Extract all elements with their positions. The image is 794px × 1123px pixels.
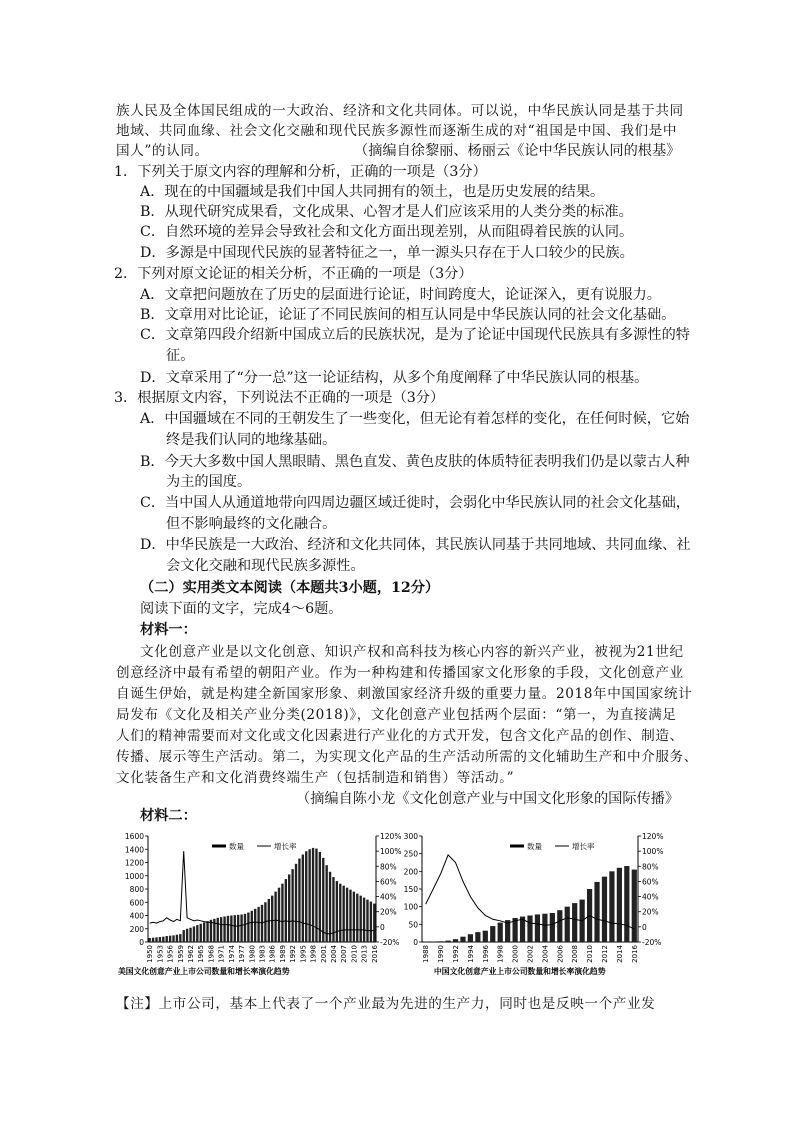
bar-1988: [278, 888, 280, 942]
q1-option-d: D．多源是中国现代民族的显著特征之一，单一源头只存在于人口较少的民族。: [140, 245, 634, 261]
x-tick-label: 1950: [146, 945, 155, 963]
bar-2014: [366, 900, 368, 942]
x-tick-label: 1977: [238, 945, 247, 963]
legend-bar-label: 数量: [229, 842, 244, 851]
bar-2003: [535, 914, 540, 942]
chart-china-listed-companies: [403, 828, 685, 978]
bar-1975: [234, 915, 236, 942]
y2-tick-label: 80%: [642, 862, 659, 872]
bar-1971: [220, 917, 222, 942]
bar-1978: [244, 914, 246, 942]
bar-2008: [572, 903, 577, 942]
x-tick-label: 1965: [197, 945, 206, 963]
bar-1973: [227, 916, 229, 942]
q3-option-a-cont: 终是我们认同的地缘基础。: [166, 432, 337, 448]
bar-1992: [291, 869, 293, 942]
x-tick-label: 2002: [526, 945, 535, 963]
q2-option-b: B．文章用对比论证，论证了不同民族间的相互认同是中华民族认同的社会文化基础。: [140, 307, 676, 323]
bar-1951: [152, 938, 154, 942]
x-tick-label: 2004: [541, 945, 550, 963]
x-tick-label: 2006: [556, 945, 565, 963]
bar-1988: [423, 942, 428, 943]
y2-tick-label: 60%: [380, 877, 397, 887]
bar-1987: [274, 892, 276, 942]
bar-1982: [257, 907, 259, 942]
bar-1968: [210, 920, 212, 942]
y2-tick-label: 120%: [642, 832, 664, 841]
x-tick-label: 1983: [258, 945, 267, 963]
x-tick-label: 1974: [227, 945, 236, 963]
q1-stem: 1．下列关于原文内容的理解和分析，正确的一项是（3分）: [114, 164, 487, 180]
x-tick-label: 1998: [309, 945, 318, 963]
bar-1970: [217, 918, 219, 942]
y2-tick-label: 120%: [380, 832, 402, 841]
bar-1957: [172, 935, 174, 942]
bar-1990: [438, 941, 443, 942]
material2-label: 材料二：: [140, 808, 197, 824]
y-tick-label: 1200: [124, 858, 144, 868]
bar-1995: [302, 855, 304, 942]
bar-1992: [453, 939, 458, 942]
material1-line-6: 传播、展示等生产活动。第二，为实现文化产品的生产活动所需的文化辅助生产和中介服务、: [116, 749, 698, 765]
bar-2004: [542, 914, 547, 942]
y2-tick-label: 20%: [642, 907, 659, 917]
bar-1998: [498, 923, 503, 942]
q1-option-c: C．自然环境的差异会导致社会和文化方面出现差别，从而阻碍着民族的认同。: [140, 224, 634, 240]
y-tick-label: 300: [403, 832, 418, 841]
q1-option-b: B．从现代研究成果看，文化成果、心智才是人们应该采用的人类分类的标准。: [140, 204, 633, 220]
x-tick-label: 1953: [156, 945, 165, 963]
bar-2016: [373, 904, 375, 942]
x-tick-label: 2016: [630, 945, 639, 963]
y-tick-label: 1400: [124, 845, 144, 855]
x-tick-label: 2013: [360, 945, 369, 963]
x-tick-label: 2016: [370, 945, 379, 963]
section2-instruction: 阅读下面的文字，完成4～6题。: [140, 601, 343, 617]
q2-option-c: C．文章第四段介绍新中国成立后的民族状况，是为了论证中国现代民族具有多源性的特: [140, 327, 690, 343]
bar-1995: [475, 932, 480, 942]
x-tick-label: 2014: [615, 945, 624, 963]
bar-1993: [295, 864, 297, 942]
bar-2015: [370, 902, 372, 942]
x-tick-label: 1986: [268, 945, 277, 963]
section2-heading: （二）实用类文本阅读（本题共3小题，12分）: [140, 580, 440, 596]
bar-2011: [356, 894, 358, 942]
y-tick-label: 200: [129, 924, 144, 934]
bar-2002: [325, 865, 327, 942]
bar-2007: [342, 886, 344, 942]
x-tick-label: 1992: [289, 945, 298, 963]
y2-tick-label: 80%: [380, 862, 397, 872]
bar-2001: [322, 858, 324, 942]
bar-2016: [632, 870, 637, 942]
y2-tick-label: 100%: [642, 847, 664, 857]
y2-tick-label: 0: [380, 922, 385, 932]
bar-1954: [162, 937, 164, 942]
material1-line-4: 局发布《文化及相关产业分类(2018)》，文化创意产业包括两个层面：“第一，为直接满足: [116, 707, 677, 723]
q2-option-c-cont: 征。: [166, 348, 195, 364]
bar-2013: [609, 871, 614, 942]
intro-line-1: 族人民及全体国民组成的一大政治、经济和文化共同体。可以说，中华民族认同是基于共同: [116, 103, 684, 119]
intro-line-2: 地域、共同血缘、社会文化交融和现代民族多源性而逐渐生成的对“祖国是中国、我们是中: [116, 123, 678, 139]
y2-tick-label: 40%: [642, 892, 659, 902]
bar-1963: [193, 926, 195, 942]
bar-1989: [431, 942, 436, 943]
bar-1960: [183, 930, 185, 942]
chart-us-listed-companies: [112, 828, 412, 978]
bar-2000: [319, 852, 321, 942]
bar-2002: [527, 916, 532, 943]
chart-title: 中国文化创意产业上市公司数量和增长率演化趋势: [434, 967, 606, 976]
bar-2012: [360, 896, 362, 942]
x-tick-label: 1992: [452, 945, 460, 963]
bar-1972: [223, 916, 225, 942]
bar-1961: [186, 929, 188, 942]
bar-2008: [346, 888, 348, 942]
x-tick-label: 2010: [350, 945, 359, 963]
x-tick-label: 1962: [187, 945, 195, 963]
intro-source: （摘编自徐黎丽、杨丽云《论中华民族认同的根基》: [354, 143, 681, 159]
material1-line-5: 人们的精神需要而对文化或文化因素进行产业化的方式开发，包含文化产品的创作、制造、: [116, 728, 684, 744]
x-tick-label: 1971: [217, 945, 226, 963]
bar-1986: [271, 896, 273, 942]
bar-1950: [149, 938, 151, 942]
bar-1959: [179, 934, 181, 942]
bar-2006: [339, 884, 341, 942]
x-tick-label: 2000: [511, 945, 520, 963]
q3-option-c-cont: 但不影响最终的文化融合。: [166, 516, 337, 532]
x-tick-label: 1994: [466, 945, 475, 963]
q3-option-d: D．中华民族是一大政治、经济和文化共同体，其民族认同基于共同地域、共同血缘、社: [140, 537, 691, 553]
bar-2014: [617, 868, 622, 942]
bar-2011: [594, 882, 599, 942]
bar-1996: [483, 931, 488, 942]
bar-1994: [468, 934, 473, 942]
y2-tick-label: -20%: [380, 938, 400, 947]
bar-1989: [281, 884, 283, 942]
x-tick-label: 2010: [586, 945, 595, 963]
q3-option-a: A．中国疆域在不同的王朝发生了一些变化，但无论有着怎样的变化，在任何时候，它始: [140, 411, 690, 427]
y-tick-label: 150: [403, 885, 418, 894]
bar-2003: [329, 872, 331, 942]
y2-tick-label: 60%: [642, 877, 659, 887]
bar-1953: [159, 937, 161, 942]
y-tick-label: 100: [403, 902, 418, 912]
q2-stem: 2．下列对原文论证的相关分析，不正确的一项是（3分）: [114, 266, 473, 282]
bar-1997: [308, 849, 310, 942]
bar-1955: [166, 936, 168, 942]
bar-1952: [155, 937, 157, 942]
chart-title: 美国文化创意产业上市公司数量和增长率演化趋势: [118, 967, 290, 976]
intro-line-3: 国人”的认同。: [116, 143, 209, 159]
x-tick-label: 1968: [207, 945, 216, 963]
bar-1980: [251, 911, 253, 942]
x-tick-label: 1990: [437, 945, 446, 963]
bar-2006: [557, 910, 562, 942]
bar-1981: [254, 909, 256, 942]
y-tick-label: 600: [129, 898, 144, 908]
legend-line-label: 增长率: [572, 842, 595, 851]
q3-option-d-cont: 会文化交融和现代民族多源性。: [166, 558, 365, 574]
bar-2009: [349, 890, 351, 942]
bar-1996: [305, 851, 307, 942]
material1-line-7: 文化装备生产和文化消费终端生产（包括制造和销售）等活动。”: [116, 770, 515, 786]
bar-2007: [565, 907, 570, 942]
q2-option-d: D．文章采用了“分一总”这一论证结构，从多个角度阐释了中华民族认同的根基。: [140, 370, 649, 386]
bar-1998: [312, 848, 314, 942]
material1-label: 材料一：: [140, 622, 197, 638]
material1-line-3: 自诞生伊始，就是构建全新国家形象、刺激国家经济升级的重要力量。2018年中国国家统计: [116, 686, 693, 702]
q3-option-b-cont: 为主的国度。: [166, 474, 252, 490]
y-tick-label: 1600: [124, 832, 144, 841]
bar-1969: [213, 919, 215, 942]
x-tick-label: 1988: [422, 945, 431, 963]
bar-1966: [203, 922, 205, 942]
x-tick-label: 1996: [481, 945, 490, 963]
bar-1991: [288, 874, 290, 942]
x-tick-label: 2012: [601, 945, 609, 963]
legend-bar-label: 数量: [527, 842, 542, 851]
x-tick-label: 2004: [330, 945, 338, 963]
x-tick-label: 1989: [278, 945, 287, 963]
note-text: 【注】上市公司，基本上代表了一个产业最为先进的生产力，同时也是反映一个产业发: [116, 996, 656, 1012]
material1-line-2: 创意经济中最有希望的朝阳产业。作为一种构建和传播国家文化形象的手段，文化创意产业: [116, 665, 684, 681]
x-tick-label: 2001: [319, 945, 328, 963]
x-tick-label: 1995: [299, 945, 308, 963]
y-tick-label: 50: [408, 920, 418, 930]
y2-tick-label: 0: [642, 922, 647, 932]
y2-tick-label: -20%: [642, 938, 662, 947]
q3-option-b: B．今天大多数中国人黑眼睛、黑色直发、黄色皮肤的体质特征表明我们仍是以蒙古人种: [140, 454, 690, 470]
bar-1964: [196, 925, 198, 942]
x-tick-label: 1998: [496, 945, 505, 963]
bar-1958: [176, 935, 178, 942]
bar-1997: [490, 926, 495, 942]
bar-1976: [237, 915, 239, 942]
x-tick-label: 2008: [571, 945, 580, 963]
bar-2015: [624, 866, 629, 942]
legend-line-label: 增长率: [274, 842, 297, 851]
y-tick-label: 1000: [124, 871, 144, 881]
y-tick-label: 250: [403, 849, 418, 859]
bar-1965: [200, 924, 202, 942]
x-tick-label: 1959: [176, 945, 185, 963]
bar-2013: [363, 898, 365, 942]
x-tick-label: 1980: [248, 945, 257, 963]
bar-1974: [230, 916, 232, 943]
y2-tick-label: 100%: [380, 847, 402, 857]
bar-2005: [550, 913, 555, 942]
material1-source: （摘编自陈小龙《文化创意产业与中国文化形象的国际传播》: [296, 791, 680, 807]
y2-tick-label: 20%: [380, 907, 397, 917]
bar-1979: [247, 913, 249, 942]
q3-stem: 3．根据原文内容，下列说法不正确的一项是（3分）: [114, 390, 445, 406]
y-tick-label: 800: [129, 885, 144, 894]
material1-line-1: 文化创意产业是以文化创意、知识产权和高科技为核心内容的新兴产业，被视为21世纪: [140, 644, 684, 660]
bar-1956: [169, 936, 171, 942]
x-tick-label: 1956: [166, 945, 175, 963]
bar-1991: [445, 941, 450, 942]
y2-tick-label: 40%: [380, 892, 397, 902]
bar-1994: [298, 859, 300, 942]
y-tick-label: 0: [413, 938, 418, 947]
bar-1977: [240, 915, 242, 942]
bar-1962: [189, 928, 191, 942]
y-tick-label: 200: [403, 867, 418, 877]
bar-1990: [285, 879, 287, 942]
y-tick-label: 400: [129, 911, 144, 921]
x-tick-label: 2007: [340, 945, 349, 963]
q1-option-a: A．现在的中国疆域是我们中国人共同拥有的领土，也是历史发展的结果。: [140, 184, 605, 200]
bar-1993: [460, 937, 465, 942]
bar-2012: [602, 877, 607, 942]
q2-option-a: A．文章把问题放在了历史的层面进行论证，时间跨度大，论证深入，更有说服力。: [140, 287, 661, 303]
bar-2005: [336, 881, 338, 942]
bar-2010: [353, 892, 355, 942]
y-tick-label: 0: [139, 938, 144, 947]
bar-1967: [206, 921, 208, 942]
q3-option-c: C．当中国人从通道地带向四周边疆区域迁徙时，会弱化中华民族认同的社会文化基础，: [140, 495, 690, 511]
